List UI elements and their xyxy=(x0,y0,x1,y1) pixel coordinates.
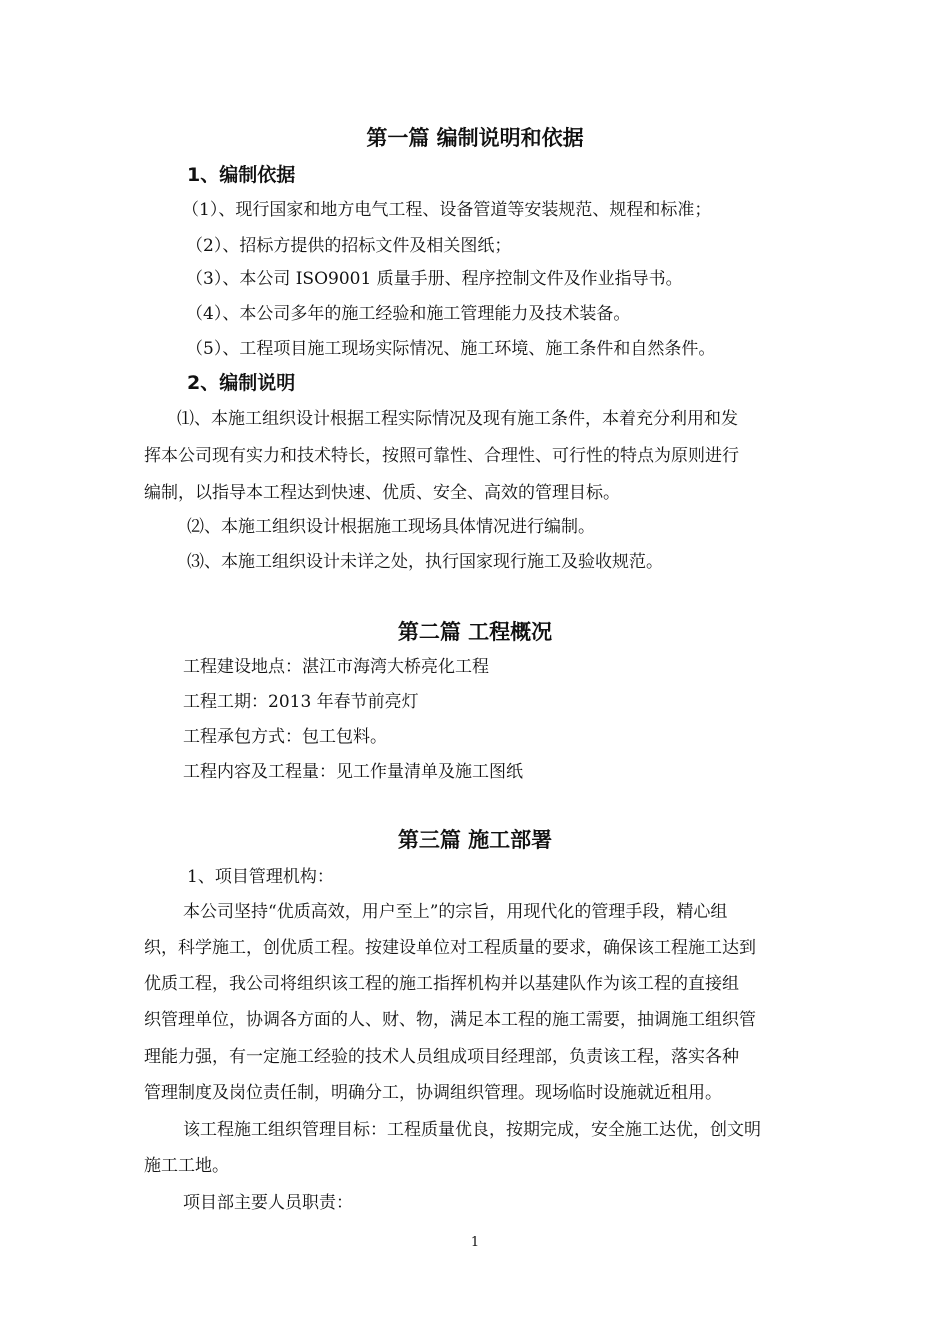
deployment-subheading: 1、项目管理机构： xyxy=(187,867,334,887)
deployment-p1-line-4: 织管理单位，协调各方面的人、财、物，满足本工程的施工需要，抽调施工组织管 xyxy=(144,1010,756,1030)
overview-location: 工程建设地点：湛江市海湾大桥亮化工程 xyxy=(183,657,489,677)
part1-title: 第一篇 编制说明和依据 xyxy=(366,126,584,150)
page-number: 1 xyxy=(470,1235,480,1250)
part3-title: 第三篇 施工部署 xyxy=(397,828,553,852)
section2-heading: 2、编制说明 xyxy=(187,372,296,394)
explanation-p3: ⑶、本施工组织设计未详之处，执行国家现行施工及验收规范。 xyxy=(187,552,663,572)
overview-scope: 工程内容及工程量：见工作量清单及施工图纸 xyxy=(183,762,523,782)
section1-heading: 1、编制依据 xyxy=(187,164,296,186)
deployment-p1-line-3: 优质工程，我公司将组织该工程的施工指挥机构并以基建队作为该工程的直接组 xyxy=(144,974,739,994)
deployment-p1-line-1: 本公司坚持“优质高效，用户至上”的宗旨，用现代化的管理手段，精心组 xyxy=(183,902,728,922)
deployment-p2-line-1: 该工程施工组织管理目标：工程质量优良，按期完成，安全施工达优，创文明 xyxy=(183,1120,761,1140)
deployment-p3: 项目部主要人员职责： xyxy=(183,1193,353,1213)
basis-item-1: （1）、现行国家和地方电气工程、设备管道等安装规范、规程和标准； xyxy=(182,200,712,220)
explanation-p1-line-2: 挥本公司现有实力和技术特长，按照可靠性、合理性、可行性的特点为原则进行 xyxy=(144,446,739,466)
deployment-p2-line-2: 施工工地。 xyxy=(144,1156,229,1176)
deployment-p1-line-6: 管理制度及岗位责任制，明确分工，协调组织管理。现场临时设施就近租用。 xyxy=(144,1083,722,1103)
basis-item-2: （2）、招标方提供的招标文件及相关图纸； xyxy=(186,236,512,256)
basis-item-4: （4）、本公司多年的施工经验和施工管理能力及技术装备。 xyxy=(186,304,631,324)
explanation-p1-line-1: ⑴、本施工组织设计根据工程实际情况及现有施工条件，本着充分利用和发 xyxy=(177,409,738,429)
part2-title: 第二篇 工程概况 xyxy=(397,620,553,644)
overview-duration: 工程工期：2013 年春节前亮灯 xyxy=(183,692,419,712)
basis-item-3: （3）、本公司 ISO9001 质量手册、程序控制文件及作业指导书。 xyxy=(186,269,683,289)
explanation-p2: ⑵、本施工组织设计根据施工现场具体情况进行编制。 xyxy=(187,517,595,537)
deployment-p1-line-2: 织，科学施工，创优质工程。按建设单位对工程质量的要求，确保该工程施工达到 xyxy=(144,938,756,958)
overview-contract-type: 工程承包方式：包工包料。 xyxy=(183,727,387,747)
deployment-p1-line-5: 理能力强，有一定施工经验的技术人员组成项目经理部，负责该工程，落实各种 xyxy=(144,1047,739,1067)
explanation-p1-line-3: 编制，以指导本工程达到快速、优质、安全、高效的管理目标。 xyxy=(144,483,620,503)
basis-item-5: （5）、工程项目施工现场实际情况、施工环境、施工条件和自然条件。 xyxy=(186,339,716,359)
